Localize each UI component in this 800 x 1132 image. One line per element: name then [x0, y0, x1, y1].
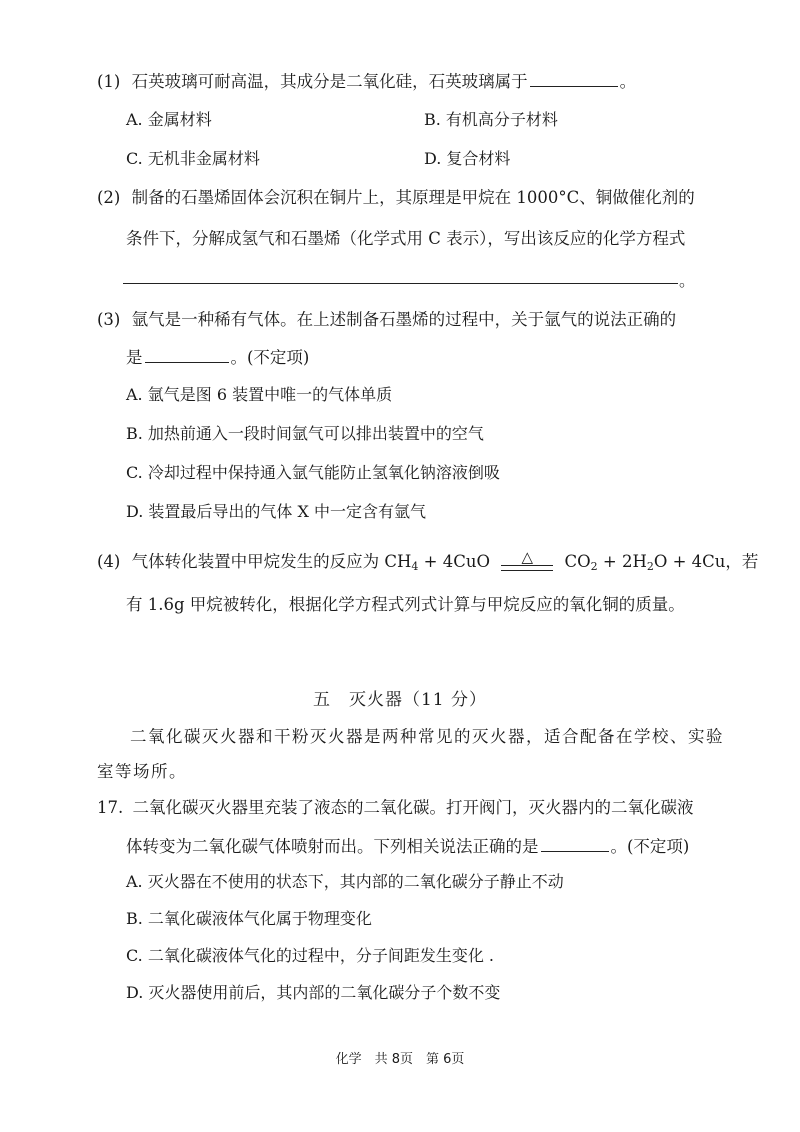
section-intro-2: 室等场所。 — [97, 762, 187, 781]
answer-blank-17[interactable] — [541, 833, 609, 852]
question-17-text-2-post: 。(不定项) — [610, 837, 690, 856]
question-3-text-2-pre: 是 — [126, 348, 143, 367]
equals-bar-top — [501, 565, 553, 566]
question-1-end: 。 — [619, 72, 637, 91]
option-17a: A. 灭火器在不使用的状态下，其内部的二氧化碳分子静止不动 — [126, 872, 564, 891]
option-3a: A. 氩气是图 6 装置中唯一的气体单质 — [126, 385, 393, 404]
equation-cuo: + 4CuO — [418, 552, 490, 571]
question-2-number: (2) — [97, 188, 121, 207]
equation-tail: O + 4Cu，若 — [653, 552, 759, 571]
section-intro-1: 二氧化碳灭火器和干粉灭火器是两种常见的灭火器，适合配备在学校、实验 — [130, 727, 724, 746]
equation-sub-4: 4 — [411, 560, 419, 573]
question-3-number: (3) — [97, 310, 121, 329]
question-4-number: (4) — [97, 552, 121, 571]
equation-h: + 2H — [597, 552, 647, 571]
question-2-text-1: 制备的石墨烯固体会沉积在铜片上，其原理是甲烷在 1000°C、铜做催化剂的 — [131, 188, 695, 207]
question-17-text-1: 二氧化碳灭火器里充装了液态的二氧化碳。打开阀门，灭火器内的二氧化碳液 — [132, 798, 694, 817]
answer-blank-3[interactable] — [145, 344, 229, 363]
question-17-text-2-pre: 体转变为二氧化碳气体喷射而出。下列相关说法正确的是 — [126, 837, 539, 856]
question-4-line-1 — [97, 547, 759, 575]
answer-blank-1[interactable] — [530, 68, 618, 87]
equation-sub-2b: 2 — [646, 560, 654, 573]
answer-line-equation[interactable] — [123, 283, 678, 284]
option-1b: B. 有机高分子材料 — [424, 110, 558, 129]
question-1-number: (1) — [97, 72, 121, 91]
option-17c: C. 二氧化碳液体气化的过程中，分子间距发生变化 . — [126, 946, 495, 965]
equals-bar-bottom — [501, 570, 553, 571]
option-3b: B. 加热前通入一段时间氩气可以排出装置中的空气 — [126, 424, 484, 443]
question-1-text: 石英玻璃可耐高温，其成分是二氧化硅，石英玻璃属于 — [131, 72, 528, 91]
option-17d: D. 灭火器使用前后，其内部的二氧化碳分子个数不变 — [126, 983, 501, 1002]
question-3-line-1 — [97, 308, 676, 332]
option-17b: B. 二氧化碳液体气化属于物理变化 — [126, 909, 372, 928]
question-3-text-1: 氩气是一种稀有气体。在上述制备石墨烯的过程中，关于氩气的说法正确的 — [131, 310, 677, 329]
question-4-text-2: 有 1.6g 甲烷被转化，根据化学方程式列式计算与甲烷反应的氧化铜的质量。 — [126, 595, 685, 614]
question-2-text-2: 条件下，分解成氢气和石墨烯（化学式用 C 表示），写出该反应的化学方程式 — [126, 229, 686, 248]
question-17-number: 17. — [97, 798, 124, 817]
question-17-line-2 — [126, 833, 689, 859]
option-1a: A. 金属材料 — [126, 110, 212, 129]
section-title: 五 灭火器（11 分） — [312, 690, 488, 710]
heat-triangle-icon: △ — [521, 547, 533, 566]
heating-condition — [499, 547, 555, 575]
question-2-end: 。 — [679, 271, 696, 290]
equation-ch: 气体转化装置中甲烷发生的反应为 CH — [131, 552, 412, 571]
question-3-line-2 — [126, 344, 309, 370]
option-3d: D. 装置最后导出的气体 X 中一定含有氩气 — [126, 502, 426, 521]
equation-sub-2: 2 — [590, 560, 598, 573]
option-1c: C. 无机非金属材料 — [126, 149, 260, 168]
page-footer: 化学 共 8页 第 6页 — [335, 1052, 465, 1067]
question-17-line-1 — [97, 796, 694, 820]
option-1d: D. 复合材料 — [424, 149, 511, 168]
question-2-line-1 — [97, 186, 695, 210]
option-3c: C. 冷却过程中保持通入氩气能防止氢氧化钠溶液倒吸 — [126, 463, 500, 482]
question-3-text-2-post: 。(不定项) — [230, 348, 310, 367]
equation-co: CO — [559, 552, 591, 571]
question-1-line — [97, 68, 636, 94]
